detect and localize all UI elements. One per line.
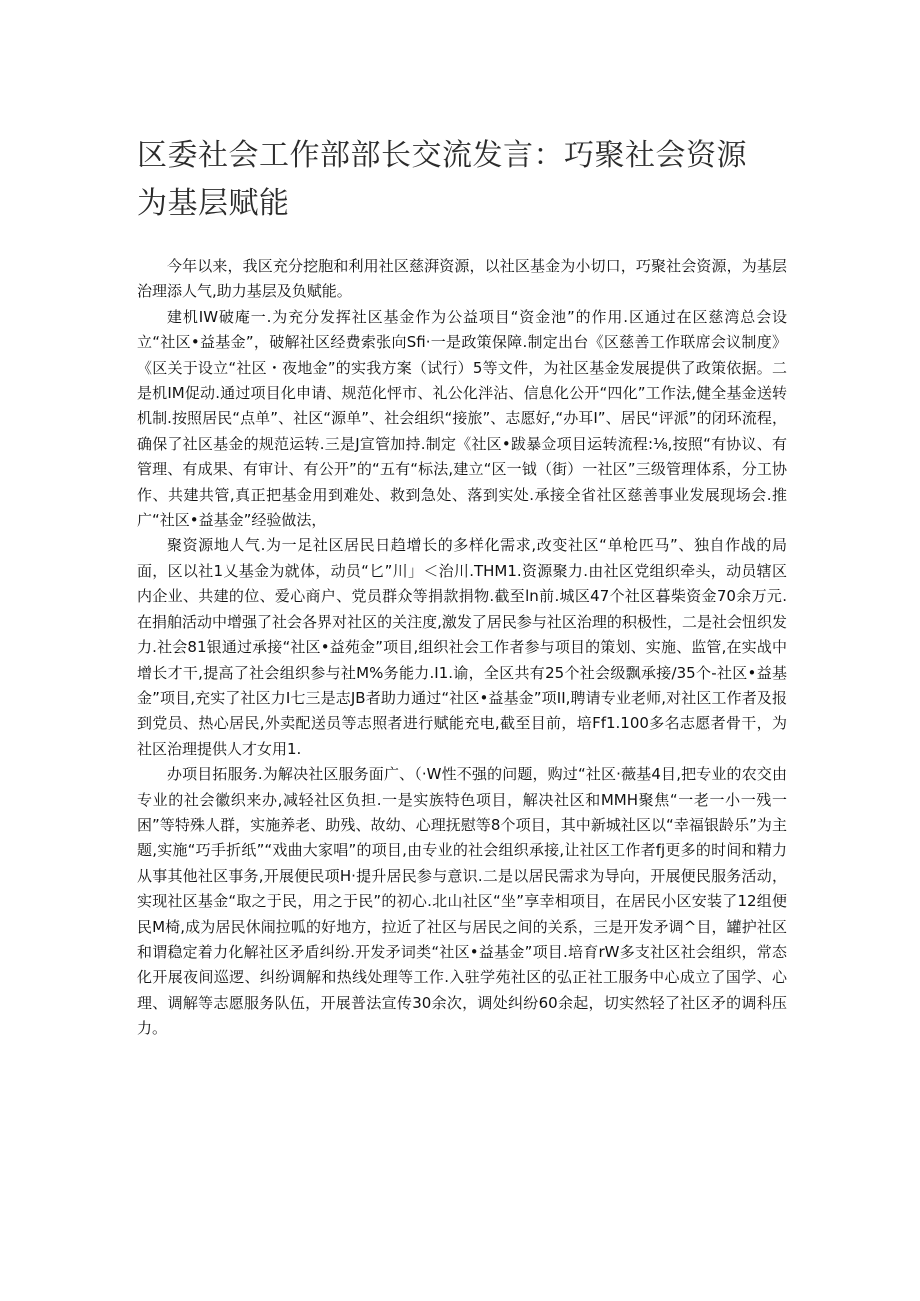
- document-body: [137, 254, 787, 1042]
- paragraph-intro: 今年以来，我区充分挖胞和利用社区慈湃资源，以社区基金为小切口，巧聚社会资源，为基层治理添人气,助力基层及负赋能。: [137, 257, 787, 301]
- paragraph-resources: 聚资源地人气.为一足社区居民日趋增长的多样化需求,改变社区“单枪匹马”、独自作战的局面，区以社1乂基金为就体，动员“匕”川」＜治川.THM1.资源聚力.由社区党组织牵头，动员辖区内企业、共建的位、爱心商户、党员群众等捐款捐物.截至ln前.城区47个社区暮柴资金70余万元.在捐舶活动中增强了社会各界对社区的关注度,激发了居民参与社区治理的积极性，二是社会忸织发力.社会81银通过承接“社区•益苑金”项目,组织社会工作者参与项目的策划、实施、监管,在实战中增长才干,提高了社会组织参与社M%务能力.I1.谕，全区共有25个社会级飘承接∕35个-社区•益基金”项目,充实了社区力I七三是志JB者助力通过“社区•益基金”项II,聘请专业老师,对社区工作者及报到党员、热心居民,外卖配送员等志照者进行赋能充电,截至目前，培Ff1.100多名志愿者骨干，为社区治理提供人才女用1.: [137, 536, 787, 758]
- paragraph-projects: 办项目拓服务.为解决社区服务面广、（·W性不强的问题，购过“社区·薇基4目,把专业的农交由专业的社会徽织来办,减轻社区负担.一是实族特色项目，解决社区和MMH聚焦“一老一小一残一困”等特殊人群，实施养老、助残、故幼、心理抚慰等8个项目，其中新城社区以“幸福银龄乐”为主题,实施“巧手折纸”“戏曲大家唱”的项目,由专业的社会组织承接,让社区工作者fj更多的时间和精力从事其他社区事务,开展便民项H·提升居民参与意识.二是以居民需求为导向，开展便民服务活动，实现社区基金“取之于民，用之于民”的初心.北山社区“坐”享幸相项目，在居民小区安装了12组便民M椅,成为居民休闹拉呱的好地方，拉近了社区与居民之间的关系，三是开发矛调^目，罐护社区和谓稳定着力化解社区矛盾纠纷.开发矛词类“社区•益基金”项目.培育rW多支社区社会组织，常态化开展夜间巡逻、纠纷调解和热线处理等工作.入驻学苑社区的弘正社工服务中心成立了国学、心理、调解等志愿服务队伍，开展普法宣传30余次，调处纠纷60余起，切实然轻了社区矛的调科压力。: [137, 765, 787, 1038]
- paragraph-mechanism: 建机IW破庵一.为充分发挥社区基金作为公益项目“资金池”的作用.区通过在区慈湾总会设立“社区•益基金”，破解社区经费索张向Sfi·一是政策保障.制定出台《区慈善工作联席会议制度》《区关于设立“社区・夜地金”的实我方案（试行）5等文件，为社区基金发展提供了政策依据。二是机IM促动.通过项目化申请、规范化怦市、礼公化泮沾、信息化公开“四化”工作法,健全基金送转机制.按照居民“点单”、社区“源单”、社会组织“接旅”、志愿好,“办耳I”、居民“评派”的闭环流程，确保了社区基金的规范运转.三是J宣管加持.制定《社区•跋暴佥项目运转流程:⅛,按照“有协议、有管理、有成果、有审计、有公开”的“五有“标法,建立“区一钺（街）一社区”三级管理体系，分工协作、共建共管,真正把基金用到难处、救到急处、落到实处.承接全省社区慈善事业发展现场会.推广“社区•益基金”经验做法，: [137, 307, 787, 530]
- document-page: [137, 132, 787, 1042]
- document-title: 区委社会工作部部长交流发言：巧聚社会资源为基层赋能: [137, 138, 747, 221]
